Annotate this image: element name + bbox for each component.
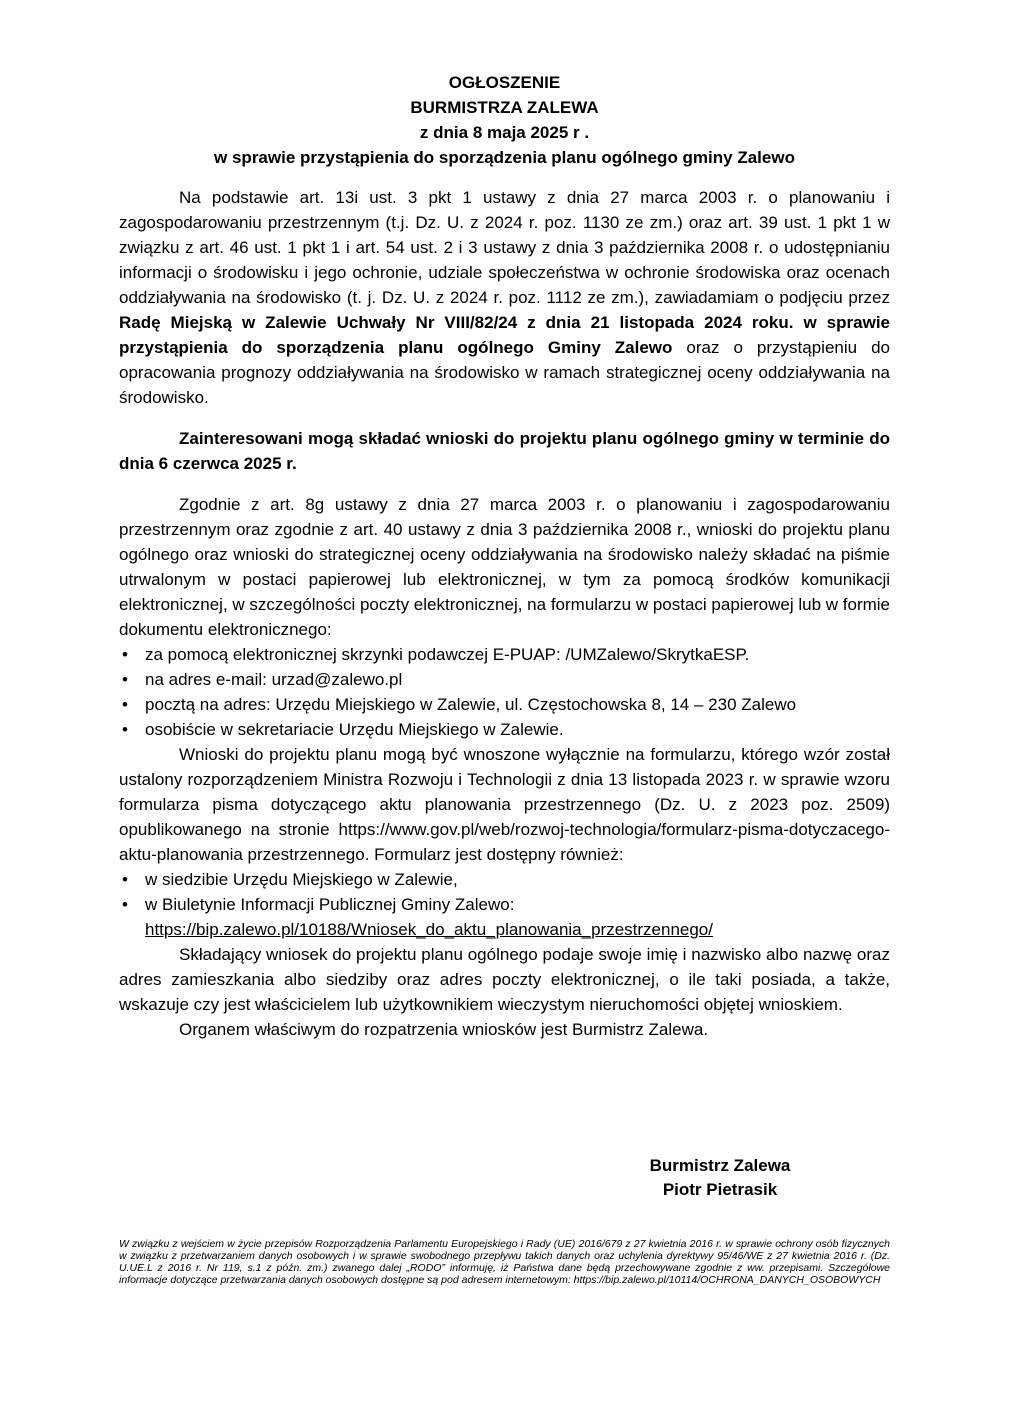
announcement-document [119, 70, 890, 1042]
document-title [119, 70, 890, 170]
list-item [119, 892, 890, 917]
list-item [119, 642, 890, 667]
submission-rules-paragraph: Zgodnie z art. 8g ustawy z dnia 27 marca 2003 r. o planowaniu i zagospodarowaniu przestrzennym oraz zgodnie z art. 40 ustawy z dnia 3 października 2008 r., wnioski do projektu planu ogólnego oraz wnioski do strategicznej oceny oddziaływania na środowisko należy składać na piśmie utrwalonym w postaci papierowej lub elektronicznej, w tym za pomocą środków komunikacji elektronicznej, w szczególności poczty elektronicznej, na formularzu w postaci papierowej lub w formie dokumentu elektronicznego: [119, 495, 891, 639]
title-line-announcement: OGŁOSZENIE [448, 73, 561, 92]
bullet-icon: • [122, 895, 128, 914]
list-item-text: za pomocą elektronicznej skrzynki podawczej E-PUAP: /UMZalewo/SkrytkaESP. [145, 645, 750, 664]
list-item-text: w siedzibie Urzędu Miejskiego w Zalewie, [145, 870, 458, 889]
bullet-icon: • [122, 645, 128, 664]
list-item [119, 667, 890, 692]
title-line-subject: w sprawie przystąpienia do sporządzenia planu ogólnego gminy Zalewo [214, 148, 795, 167]
legal-basis-text: Na podstawie art. 13i ust. 3 pkt 1 ustawy z dnia 27 marca 2003 r. o planowaniu i zagospodarowaniu przestrzennym (t.j. Dz. U. z 2024 r. poz. 1130 ze zm.) oraz art. 39 ust. 1 pkt 1 w związku z art. 46 ust. 1 pkt 1 i art. 54 ust. 2 i 3 ustawy z dnia 3 października 2008 r. o udostępnianiu informacji o środowisku i jego ochronie, udziale społeczeństwa w ochronie środowiska oraz ocenach oddziaływania na środowisko (t. j. Dz. U. z 2024 r. poz. 1112 ze zm.), zawiadamiam o podjęciu przez [119, 188, 890, 307]
legal-basis-paragraph [119, 185, 890, 410]
bip-link-line [119, 917, 890, 942]
bullet-icon: • [122, 720, 128, 739]
list-item-text: w Biuletynie Informacji Publicznej Gminy Zalewo: [145, 895, 515, 914]
list-item-text: osobiście w sekretariacie Urzędu Miejskiego w Zalewie. [145, 720, 564, 739]
bullet-icon: • [122, 670, 128, 689]
form-availability-list [119, 867, 890, 917]
title-line-issuer: BURMISTRZA ZALEWA [410, 98, 599, 117]
title-line-date: z dnia 8 maja 2025 r . [419, 123, 590, 142]
deadline-paragraph: Zainteresowani mogą składać wnioski do projektu planu ogólnego gminy w terminie do dnia 6 czerwca 2025 r. [119, 429, 890, 473]
submission-methods-list [119, 642, 890, 742]
resolution-reference: Radę Miejską w Zalewie Uchwały Nr VIII/82/24 z dnia 21 listopada 2024 roku. w sprawie przystąpienia do sporządzenia planu ogólnego Gminy Zalewo [119, 313, 890, 357]
form-template-paragraph: Wnioski do projektu planu mogą być wnoszone wyłącznie na formularzu, którego wzór został ustalony rozporządzeniem Ministra Rozwoju i Technologii z dnia 13 listopada 2023 r. w sprawie wzoru formularza pisma dotyczącego aktu planowania przestrzennego (Dz. U. z 2023 poz. 2509) opublikowanego na stronie https://www.gov.pl/web/rozwoj-technologia/formularz-pisma-dotyczacego-aktu-planowania przestrzennego. Formularz jest dostępny również: [119, 745, 890, 864]
competent-authority-paragraph: Organem właściwym do rozpatrzenia wniosków jest Burmistrz Zalewa. [179, 1020, 709, 1039]
signature-title: Burmistrz Zalewa [649, 1156, 791, 1175]
signature-block [600, 1154, 840, 1202]
bullet-icon: • [122, 870, 128, 889]
list-item-text: pocztą na adres: Urzędu Miejskiego w Zalewie, ul. Częstochowska 8, 14 – 230 Zalewo [145, 695, 797, 714]
legal-basis-text-end: oraz o przystąpieniu do opracowania prognozy oddziaływania na środowisko w ramach strategicznej oceny oddziaływania na środowisko. [119, 338, 890, 407]
list-item [119, 692, 890, 717]
bullet-icon: • [122, 695, 128, 714]
applicant-data-paragraph: Składający wniosek do projektu planu ogólnego podaje swoje imię i nazwisko albo nazwę oraz adres zamieszkania albo siedziby oraz adres poczty elektronicznej, o ile taki posiada, a także, wskazuje czy jest właścicielem lub użytkownikiem wieczystym nieruchomości objętej wnioskiem. [119, 945, 890, 1014]
bip-form-link[interactable]: https://bip.zalewo.pl/10188/Wniosek_do_aktu_planowania_przestrzennego/ [145, 920, 713, 939]
gdpr-footnote: W związku z wejściem w życie przepisów Rozporządzenia Parlamentu Europejskiego i Rady (UE) 2016/679 z 27 kwietnia 2016 r. w sprawie ochrony osób fizycznych w związku z przetwarzaniem danych osobowych i w sprawie swobodnego przepływu takich danych oraz uchylenia dyrektywy 95/46/WE z 27 kwietnia 2016 r. (Dz. U.UE.L z 2016 r. Nr 119, s.1 z późn. zm.) zwanego dalej „RODO” informuję, iż Państwa dane będą przechowywane zgodnie z ww. przepisami. Szczegółowe informacje dotyczące przetwarzania danych osobowych dostępne są pod adresem internetowym: https://bip.zalewo.pl/10114/OCHRONA_DANYCH_OSOBOWYCH [119, 1238, 890, 1286]
list-item [119, 717, 890, 742]
list-item-text: na adres e-mail: urzad@zalewo.pl [145, 670, 403, 689]
signature-name: Piotr Pietrasik [662, 1180, 778, 1199]
list-item [119, 867, 890, 892]
